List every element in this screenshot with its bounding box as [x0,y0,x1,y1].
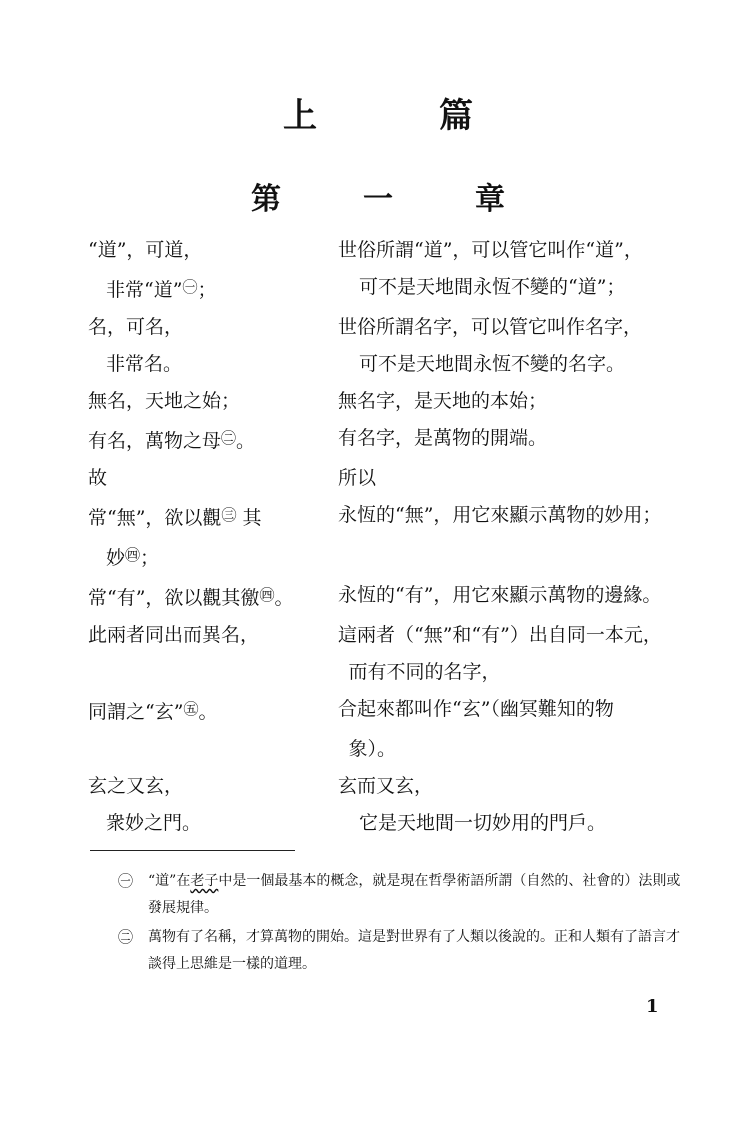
original-text [88,654,331,691]
original-line-tail: 。 [274,587,294,609]
verse-row [88,497,688,537]
original-line: 玄之又玄， [88,775,184,797]
translation-line: 可不是天地間永恆不變的“道”； [359,276,626,298]
footnote-marker: ㊂ [221,506,237,524]
original-text [88,309,338,346]
original-text [88,577,338,617]
original-line: 常“無”，欲以觀 [88,507,222,529]
footnote-pre: “道”在 [148,873,191,889]
original-line: 有名，萬物之母 [88,430,222,452]
translation-line: 所以 [338,467,377,489]
original-line: 衆妙之門。 [106,812,202,834]
original-line-tail: ； [197,279,217,301]
verse-row [88,537,688,577]
original-line: 非常“道” [106,279,183,301]
original-line: 故 [88,467,108,489]
translation-line: 有名字，是萬物的開端。 [338,427,548,449]
footnote [118,868,688,922]
verse-row [88,420,688,460]
footnote-number: ㊀ [118,872,134,890]
original-text [88,537,349,577]
translation-line: 合起來都叫作“玄”（幽冥難知的物 [338,698,614,720]
translation-line: 世俗所謂“道”，可以管它叫作“道”， [338,239,643,261]
original-line: 同謂之“玄” [88,701,184,723]
verse-row [88,383,688,420]
verse-row [88,269,688,309]
page-number: 1 [646,996,659,1017]
original-text [88,383,338,420]
chapter-title: 第 一 章 [251,182,531,217]
footnote-text [148,868,688,922]
original-text [88,805,341,842]
original-line: 常“有”，欲以觀其徼 [88,587,260,609]
footnote-text [148,924,688,978]
original-line-tail: 。 [236,430,256,452]
footnote-marker: ㊃ [125,546,141,564]
footnotes [118,868,688,980]
original-line: 名，可名， [88,316,184,338]
original-text [88,768,338,805]
footnote-marker: ㊃ [259,586,275,604]
footnote-divider [90,850,295,851]
original-line: 此兩者同出而異名， [88,624,260,646]
original-line: 無名，天地之始； [88,390,241,412]
original-text [88,420,338,460]
footnote [118,924,688,978]
verse-row [88,460,688,497]
footnote-marker: ㊁ [221,429,237,447]
translation-line: 世俗所謂名字，可以管它叫作名字， [338,316,643,338]
original-text [88,497,338,537]
translation-line: 它是天地間一切妙用的門戶。 [359,812,607,834]
translation-line: 永恆的“無”，用它來顯示萬物的妙用； [338,504,662,526]
original-text [88,617,338,654]
verse-table [88,232,688,842]
translation-line: 這兩者（“無”和“有”）出自同一本元， [338,624,662,646]
translation-line [349,537,689,577]
verse-row [88,805,688,842]
original-text [88,691,338,731]
verse-row [88,309,688,346]
original-line: 妙 [106,547,126,569]
verse-row [88,617,688,654]
verse-row [88,691,688,731]
original-line-tail: 。 [198,701,218,723]
footnote-body: 萬物有了名稱，才算萬物的開始。這是對世界有了人類以後說的。正和人類有了語言才談得上思維是一樣的道理。 [148,929,680,972]
verse-row [88,731,688,768]
verse-row [88,577,688,617]
verse-row [88,654,688,691]
footnote-body: 中是一個最基本的概念，就是現在哲學術語所謂（自然的、社會的）法則或發展規律。 [148,873,681,916]
original-text [88,460,338,497]
footnote-marker: ㊀ [182,278,198,296]
verse-row [88,346,688,383]
part-title: 上 篇 [283,96,517,136]
translation-line: 象）。 [348,738,397,760]
translation-line: 可不是天地間永恆不變的名字。 [359,353,626,375]
original-text [88,731,331,768]
original-text [88,269,341,309]
footnote-marker: ㊄ [183,700,199,718]
original-line-tail: 其 [236,507,262,529]
translation-line: 玄而又玄， [338,775,434,797]
book-title: 老子 [190,873,219,889]
footnote-number: ㊁ [118,928,134,946]
translation-line: 而有不同的名字， [348,661,501,683]
original-line-tail: ； [140,547,160,569]
verse-row [88,232,688,269]
original-text [88,346,341,383]
original-line: “道”，可道， [88,239,203,261]
verse-row [88,768,688,805]
translation-line: 無名字，是天地的本始； [338,390,548,412]
original-text [88,232,338,269]
original-line: 非常名。 [106,353,183,375]
translation-line: 永恆的“有”，用它來顯示萬物的邊緣。 [338,584,662,606]
